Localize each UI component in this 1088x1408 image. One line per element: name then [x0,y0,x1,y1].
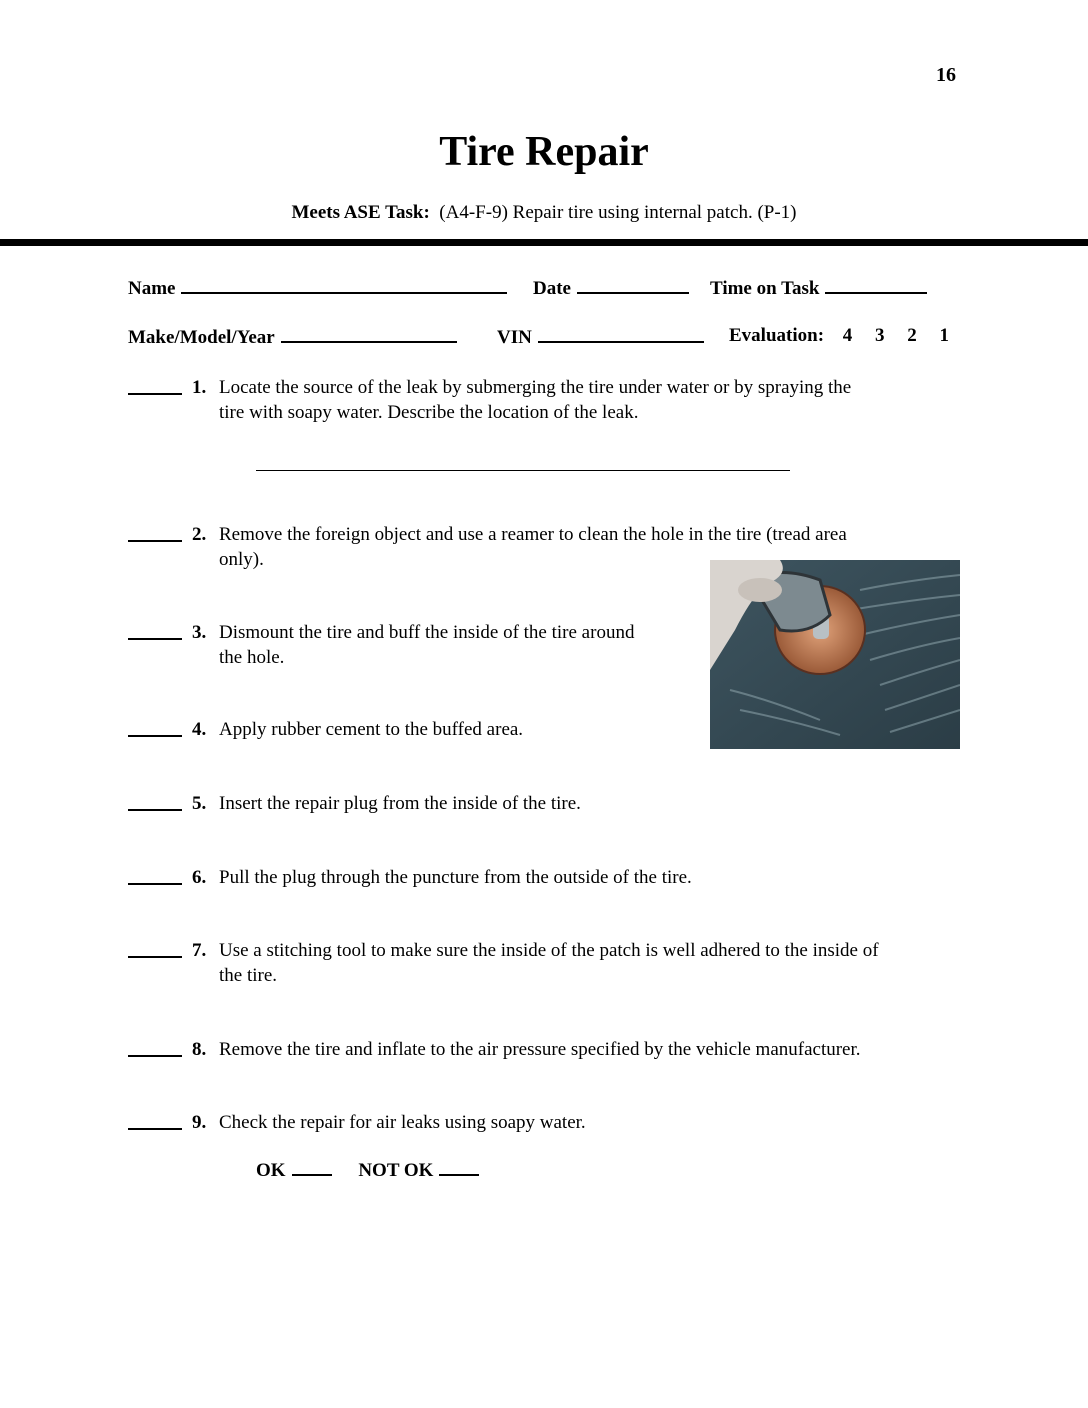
make-model-year-input-line[interactable] [281,325,457,343]
ok-label: OK [256,1160,286,1181]
leak-location-answer-line[interactable] [256,470,790,471]
step-3-check-line[interactable] [128,638,182,640]
step-number: 5. [192,793,207,814]
ase-task-subtitle [0,202,1088,224]
ok-input-line[interactable] [292,1174,332,1176]
name-input-line[interactable] [181,276,507,294]
ase-task-text: (A4-F-9) Repair tire using internal patch. (P-1) [439,202,797,223]
step-number: 8. [192,1039,207,1060]
date-input-line[interactable] [577,276,689,294]
step-number: 2. [192,524,207,545]
make-model-year-field [128,325,457,349]
step-9-check-line[interactable] [128,1128,182,1130]
header-divider [0,239,1088,246]
step-number: 6. [192,867,207,888]
step-text-line: the tire. [219,965,278,986]
tire-buffing-photo [710,560,960,749]
step-4-check-line[interactable] [128,735,182,737]
tire-buffing-photo-image [710,560,960,749]
name-field [128,276,507,300]
step-text-line: only). [219,549,264,570]
step-number: 1. [192,377,207,398]
step-text-line: Remove the tire and inflate to the air pressure specified by the vehicle manufacturer. [219,1039,861,1060]
step-text-line: the hole. [219,647,285,668]
name-label: Name [128,278,176,299]
step-text-line: Pull the plug through the puncture from the outside of the tire. [219,867,692,888]
time-on-task-label: Time on Task [710,278,820,299]
vin-field [497,325,704,349]
step-text-line: Locate the source of the leak by submerging the tire under water or by spraying the [219,377,852,398]
step-number: 4. [192,719,207,740]
step-text-line: Dismount the tire and buff the inside of the tire around [219,622,635,643]
date-label: Date [533,278,571,299]
not-ok-input-line[interactable] [439,1174,479,1176]
ase-task-label: Meets ASE Task: [291,202,430,223]
step-number: 3. [192,622,207,643]
step-number: 9. [192,1112,207,1133]
step-7-check-line[interactable] [128,956,182,958]
vin-label: VIN [497,327,532,348]
step-1-check-line[interactable] [128,393,182,395]
evaluation-field [729,325,949,347]
evaluation-option-2[interactable]: 2 [907,325,917,346]
step-text-line: Insert the repair plug from the inside of the tire. [219,793,581,814]
make-model-year-label: Make/Model/Year [128,327,275,348]
evaluation-option-4[interactable]: 4 [842,325,853,346]
evaluation-option-1[interactable]: 1 [939,325,950,346]
page-number: 16 [936,64,956,86]
evaluation-label: Evaluation: [729,325,825,346]
step-text-line: Use a stitching tool to make sure the inside of the patch is well adhered to the inside of [219,940,879,961]
evaluation-option-3[interactable]: 3 [875,325,885,346]
step-text-line: Check the repair for air leaks using soapy water. [219,1112,586,1133]
step-text-line: Remove the foreign object and use a reamer to clean the hole in the tire (tread area [219,524,847,545]
step-text-line: tire with soapy water. Describe the location of the leak. [219,402,639,423]
step-5-check-line[interactable] [128,809,182,811]
step-6-check-line[interactable] [128,883,182,885]
step-text-line: Apply rubber cement to the buffed area. [219,719,524,740]
not-ok-label: NOT OK [358,1160,434,1181]
page-title: Tire Repair [439,129,649,175]
step-2-check-line[interactable] [128,540,182,542]
time-on-task-field [710,276,927,300]
time-on-task-input-line[interactable] [825,276,927,294]
date-field [533,276,689,300]
result-checkboxes [256,1160,479,1182]
vin-input-line[interactable] [538,325,704,343]
step-number: 7. [192,940,207,961]
step-8-check-line[interactable] [128,1055,182,1057]
